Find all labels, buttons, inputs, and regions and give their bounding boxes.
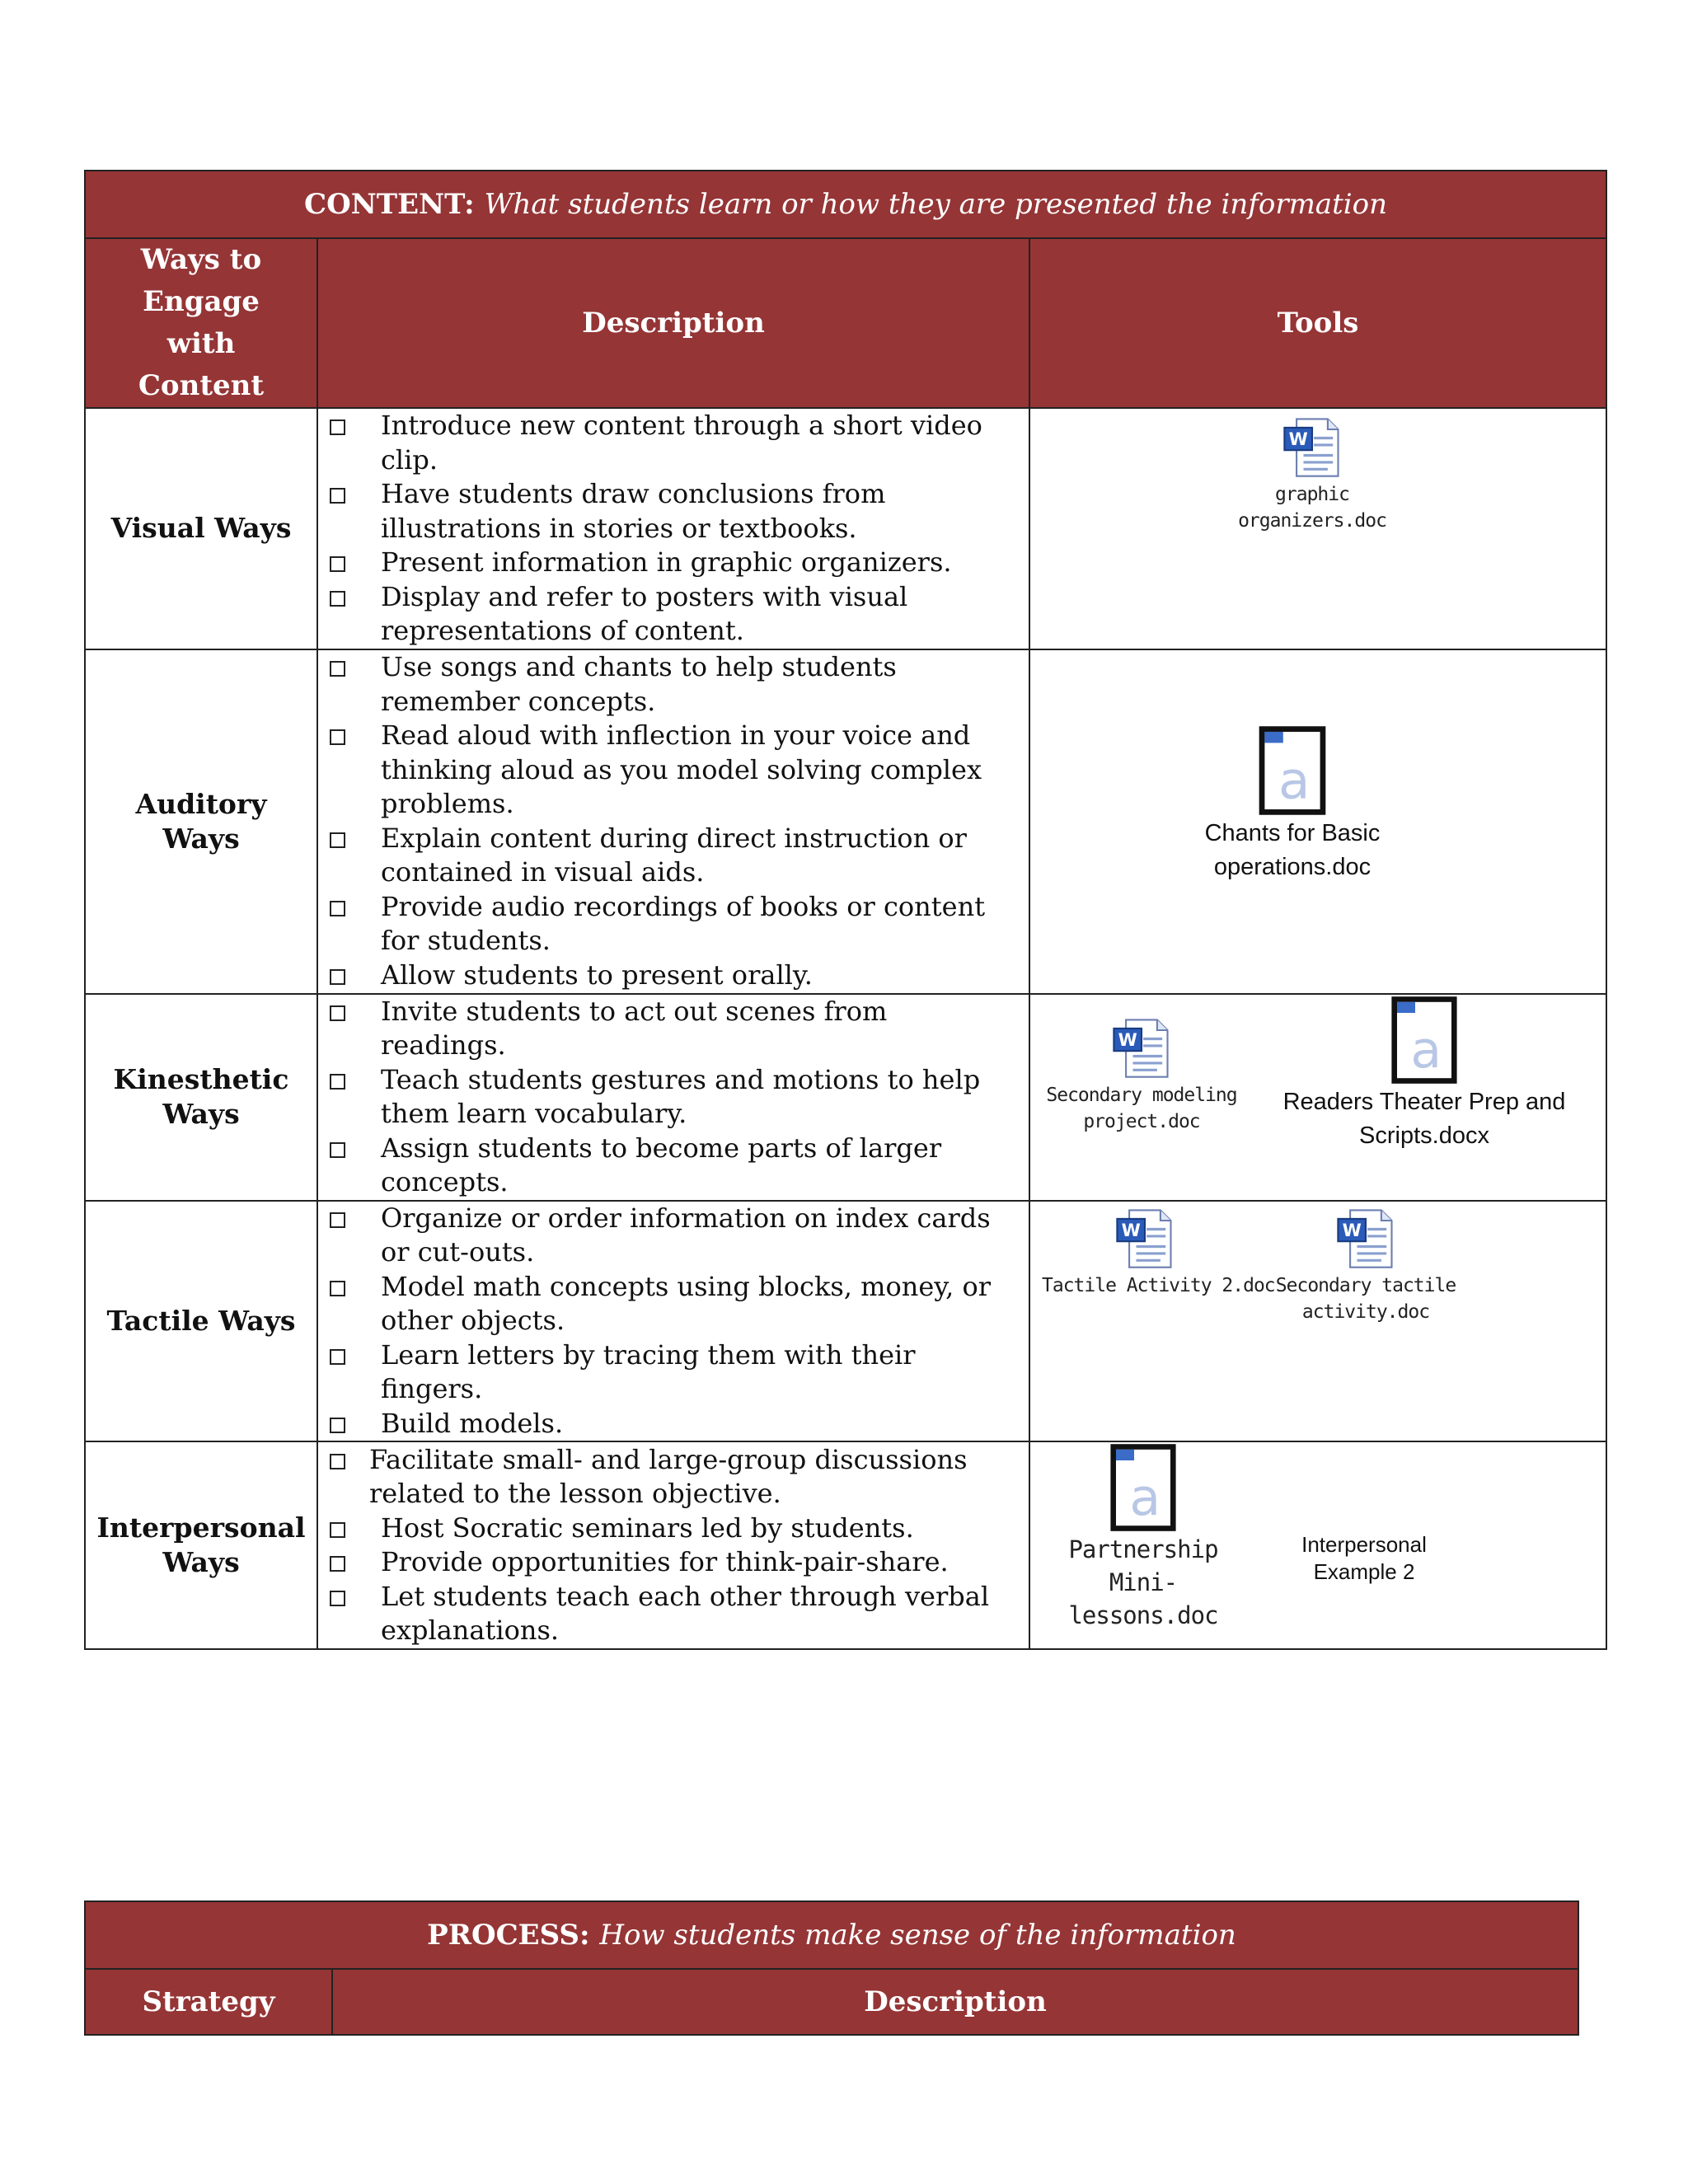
- list-item: Assign students to become parts of larger concepts.: [330, 1132, 1020, 1200]
- tools-cell: [1029, 408, 1606, 649]
- row-label-kinesthetic: Kinesthetic Ways: [85, 994, 317, 1201]
- description-list: [318, 995, 1029, 1200]
- word-doc-icon: [1107, 1013, 1176, 1082]
- list-item: Build models.: [330, 1407, 1020, 1441]
- tool-caption: graphic organizers.doc: [1238, 484, 1386, 532]
- list-item: Display and refer to posters with visual representations of content.: [330, 580, 1020, 649]
- tool-caption: Chants for Basic operations.doc: [1204, 819, 1381, 880]
- header-process-description: Description: [332, 1969, 1578, 2035]
- list-item: Organize or order information on index cards or cut-outs.: [330, 1202, 1020, 1270]
- table-row: [85, 649, 1606, 994]
- list-item: Invite students to act out scenes from readings.: [330, 995, 1020, 1063]
- tool-caption: Secondary tactile activity.doc: [1275, 1274, 1456, 1323]
- process-table: [84, 1900, 1579, 2036]
- description-list: [318, 650, 1029, 992]
- word-doc-icon: [1278, 412, 1347, 481]
- list-item: Have students draw conclusions from illustrations in stories or textbooks.: [330, 477, 1020, 546]
- content-table-title: [85, 171, 1606, 238]
- generic-doc-icon: [1255, 724, 1329, 817]
- table-row: [85, 408, 1606, 649]
- description-cell: [317, 994, 1029, 1201]
- table-row: [85, 1441, 1606, 1649]
- list-item: Use songs and chants to help students remember concepts.: [330, 650, 1020, 719]
- generic-doc-icon: [1106, 1442, 1180, 1533]
- list-item: Read aloud with inflection in your voice and thinking aloud as you model solving complex problems.: [330, 719, 1020, 822]
- tools-cell: [1029, 1441, 1606, 1649]
- tool-caption: Secondary modeling project.doc: [1046, 1084, 1237, 1132]
- word-doc-icon: [1331, 1203, 1400, 1272]
- list-item: Provide audio recordings of books or content for students.: [330, 890, 1020, 958]
- list-item: Facilitate small- and large-group discussions related to the lesson objective.: [330, 1443, 1020, 1511]
- word-doc-icon: [1110, 1203, 1179, 1272]
- list-item: Present information in graphic organizers.: [330, 546, 1020, 580]
- list-item: Introduce new content through a short video clip.: [330, 409, 1020, 477]
- row-label-auditory: Auditory Ways: [85, 649, 317, 994]
- list-item: Host Socratic seminars led by students.: [330, 1511, 1020, 1546]
- tool-caption: Interpersonal Example 2: [1301, 1532, 1427, 1584]
- tool-secondary-tactile-activity[interactable]: [1263, 1203, 1469, 1325]
- header-strategy: Strategy: [85, 1969, 332, 2035]
- description-cell: [317, 408, 1029, 649]
- list-item: Teach students gestures and motions to help them learn vocabulary.: [330, 1063, 1020, 1132]
- tool-secondary-modeling-project[interactable]: [1039, 1013, 1245, 1135]
- list-item: Let students teach each other through verbal explanations.: [330, 1580, 1020, 1648]
- content-table: [84, 170, 1607, 1650]
- description-cell: [317, 1441, 1029, 1649]
- tools-cell: [1029, 649, 1606, 994]
- tool-caption: Readers Theater Prep and Scripts.docx: [1282, 1088, 1566, 1149]
- list-item: Learn letters by tracing them with their fingers.: [330, 1338, 1020, 1407]
- process-title-italic: How students make sense of the information: [599, 1919, 1236, 1952]
- list-item: Allow students to present orally.: [330, 958, 1020, 993]
- row-label-visual: Visual Ways: [85, 408, 317, 649]
- tools-cell: [1029, 994, 1606, 1201]
- header-ways: Ways to Engage with Content: [85, 238, 317, 408]
- table-row: [85, 1201, 1606, 1442]
- description-cell: [317, 1201, 1029, 1442]
- description-list: [318, 1443, 1029, 1648]
- list-item: Explain content during direct instruction or contained in visual aids.: [330, 822, 1020, 890]
- description-list: [318, 1202, 1029, 1441]
- process-title-bold: PROCESS:: [427, 1919, 590, 1952]
- content-title-bold: CONTENT:: [304, 188, 475, 221]
- description-cell: [317, 649, 1029, 994]
- tools-cell: [1029, 1201, 1606, 1442]
- table-row: [85, 994, 1606, 1201]
- generic-doc-icon: [1387, 995, 1461, 1085]
- content-title-italic: What students learn or how they are presented the information: [484, 188, 1387, 221]
- list-item: Model math concepts using blocks, money, or other objects.: [330, 1270, 1020, 1338]
- row-label-tactile: Tactile Ways: [85, 1201, 317, 1442]
- row-label-interpersonal: Interpersonal Ways: [85, 1441, 317, 1649]
- tool-partnership-mini-lessons[interactable]: [1040, 1442, 1246, 1632]
- tool-caption: Tactile Activity 2.doc: [1042, 1274, 1275, 1296]
- process-table-title: [85, 1901, 1578, 1969]
- tool-graphic-organizers[interactable]: [1230, 412, 1395, 534]
- tool-caption: Partnership Mini-lessons.doc: [1068, 1535, 1218, 1629]
- tool-readers-theater[interactable]: [1251, 995, 1597, 1153]
- header-tools: Tools: [1029, 238, 1606, 408]
- tool-interpersonal-example-2[interactable]: [1278, 1531, 1451, 1586]
- tool-chants-basic-operations[interactable]: [1169, 724, 1416, 884]
- list-item: Provide opportunities for think-pair-share.: [330, 1545, 1020, 1580]
- header-description: Description: [317, 238, 1029, 408]
- tool-tactile-activity-2[interactable]: [1042, 1203, 1275, 1299]
- description-list: [318, 409, 1029, 649]
